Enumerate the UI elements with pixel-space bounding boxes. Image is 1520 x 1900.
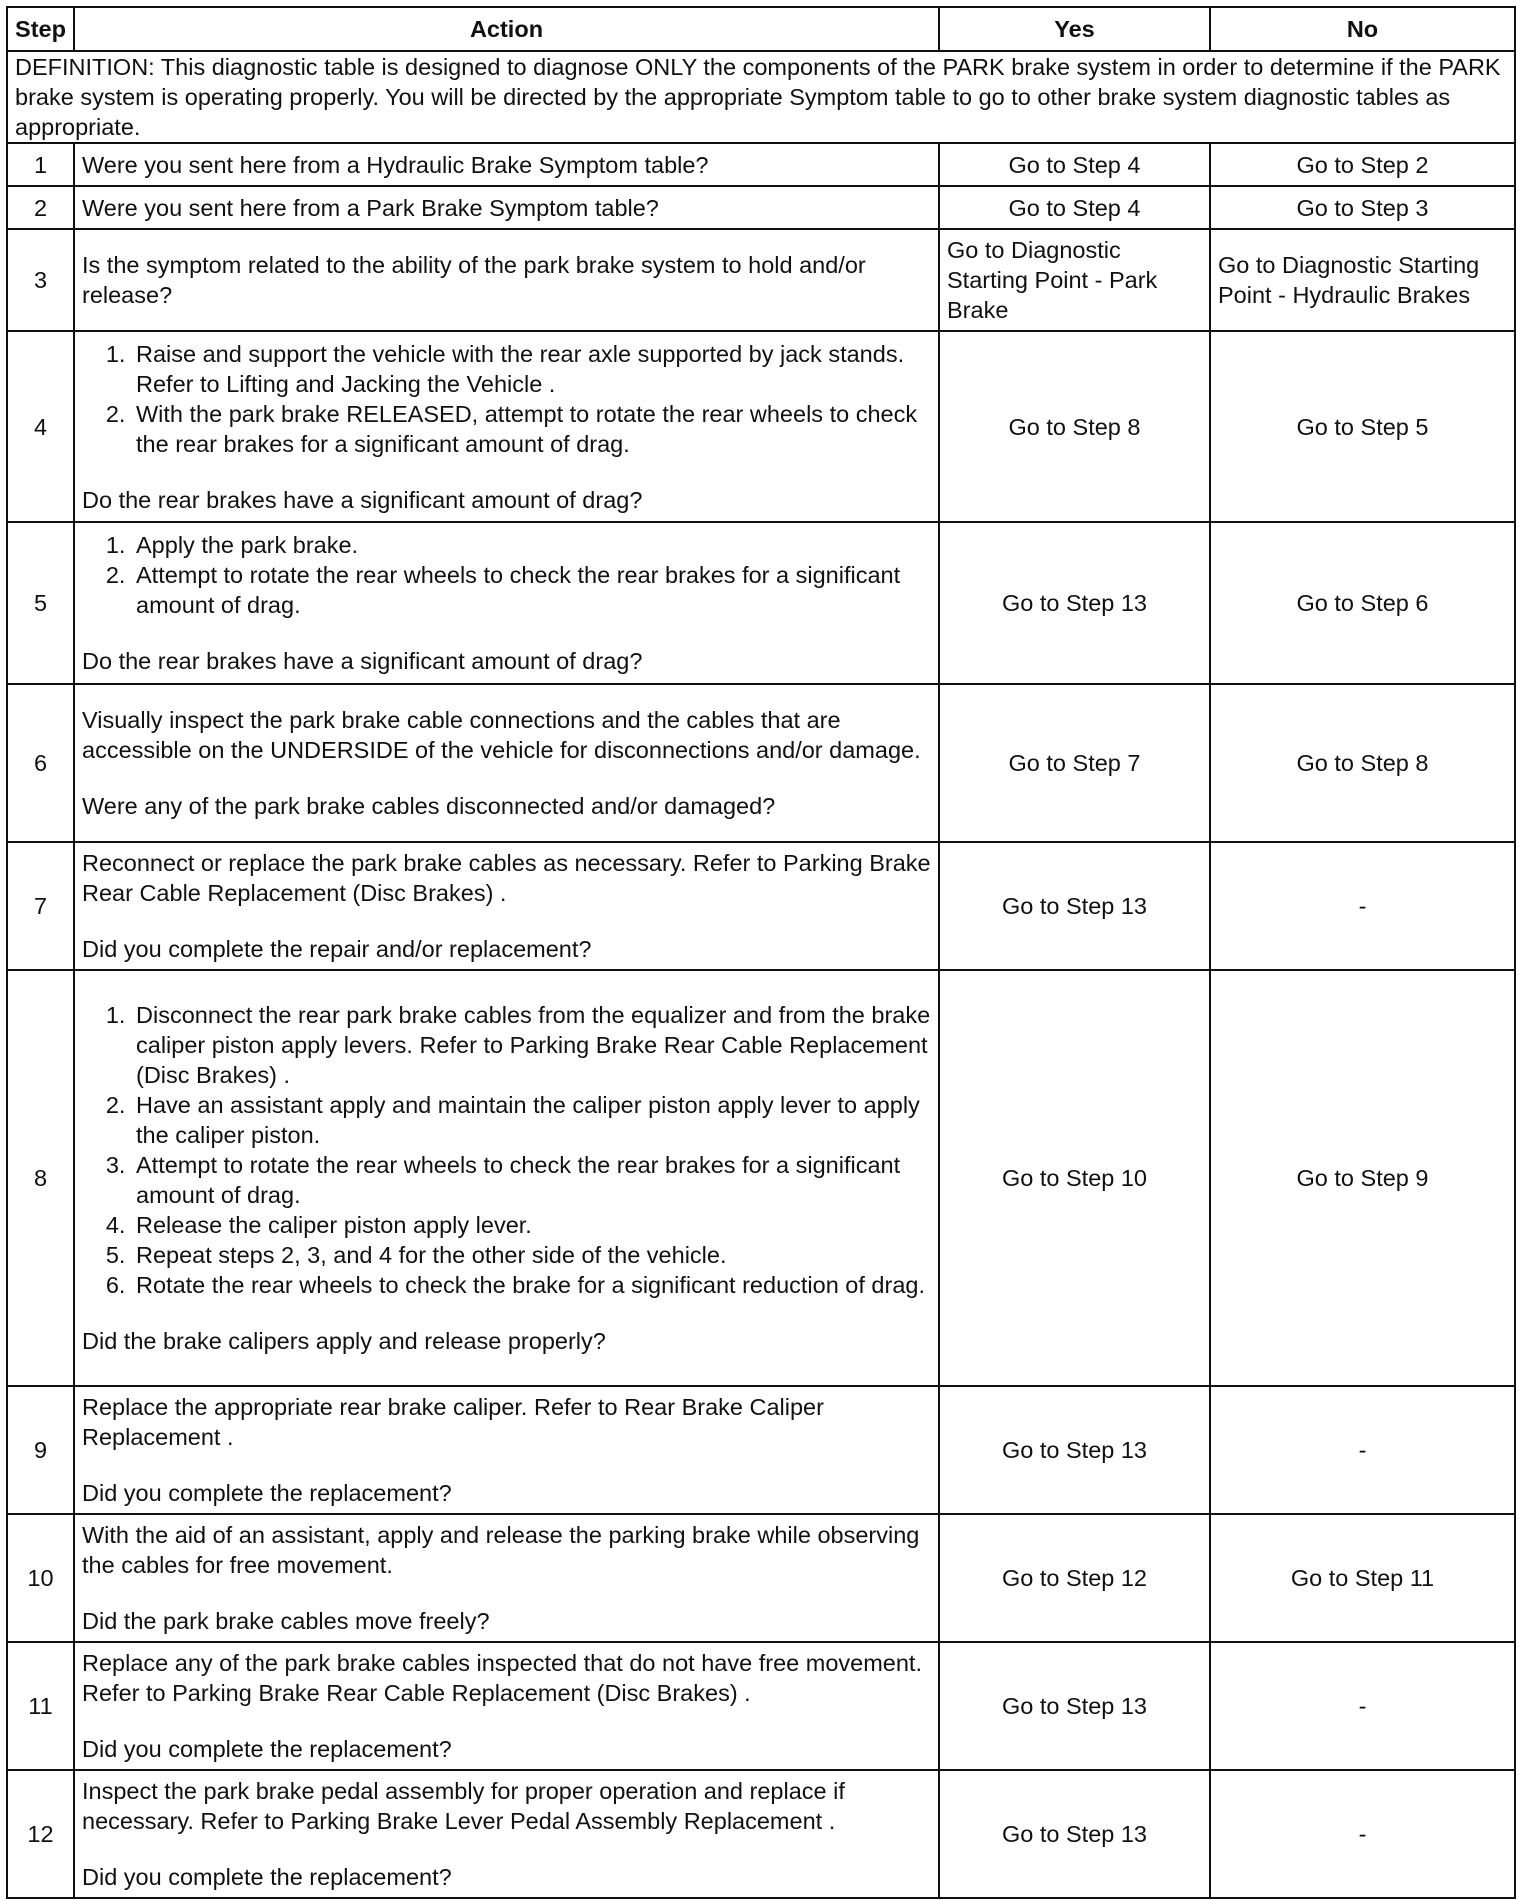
yes-link[interactable]: Go to Step 13 xyxy=(939,842,1210,970)
step-number: 8 xyxy=(7,970,74,1386)
table-row xyxy=(7,1770,1515,1898)
procedure-item: 1. Raise and support the vehicle with the rear axle supported by jack stands. Refer to Lifting and Jacking the Vehicle . xyxy=(132,339,931,399)
definition-row xyxy=(7,51,1515,143)
procedure-list xyxy=(82,339,931,459)
table-row xyxy=(7,1386,1515,1514)
step-number: 1 xyxy=(7,143,74,186)
table-row xyxy=(7,1514,1515,1642)
action-question: Did you complete the replacement? xyxy=(82,1736,452,1762)
step-number: 9 xyxy=(7,1386,74,1514)
no-link[interactable]: Go to Step 8 xyxy=(1210,684,1515,842)
action-text: Were you sent here from a Park Brake Symptom table? xyxy=(74,186,939,229)
step-number: 2 xyxy=(7,186,74,229)
action-question: Did you complete the replacement? xyxy=(82,1480,452,1506)
procedure-item: 2. Have an assistant apply and maintain the caliper piston apply lever to apply the caliper piston. xyxy=(132,1090,931,1150)
yes-link[interactable]: Go to Step 13 xyxy=(939,522,1210,684)
no-link[interactable]: Go to Step 6 xyxy=(1210,522,1515,684)
action-text: Replace the appropriate rear brake caliper. Refer to Rear Brake Caliper Replacement . xyxy=(82,1394,824,1450)
procedure-item: 4. Release the caliper piston apply lever. xyxy=(132,1210,931,1240)
procedure-list xyxy=(82,530,931,620)
action-text: Visually inspect the park brake cable connections and the cables that are accessible on the UNDERSIDE of the vehicle for disconnections and/or damage. xyxy=(82,707,921,763)
header-no: No xyxy=(1210,7,1515,51)
action-text: Were you sent here from a Hydraulic Brake Symptom table? xyxy=(74,143,939,186)
no-link[interactable]: Go to Step 9 xyxy=(1210,970,1515,1386)
procedure-item: 1. Apply the park brake. xyxy=(132,530,931,560)
header-row xyxy=(7,7,1515,51)
no-dash: - xyxy=(1210,1386,1515,1514)
table-row xyxy=(7,970,1515,1386)
action-cell xyxy=(74,1770,939,1898)
action-question: Did the park brake cables move freely? xyxy=(82,1608,490,1634)
action-text: With the aid of an assistant, apply and release the parking brake while observing the cables for free movement. xyxy=(82,1522,920,1578)
no-link[interactable]: Go to Step 11 xyxy=(1210,1514,1515,1642)
action-cell xyxy=(74,1642,939,1770)
action-text: Replace any of the park brake cables inspected that do not have free movement. Refer to Parking Brake Rear Cable Replacement (Disc Brakes) . xyxy=(82,1650,922,1706)
action-text: Is the symptom related to the ability of the park brake system to hold and/or release? xyxy=(74,229,939,331)
no-dash: - xyxy=(1210,1770,1515,1898)
action-cell xyxy=(74,522,939,684)
step-number: 11 xyxy=(7,1642,74,1770)
step-number: 6 xyxy=(7,684,74,842)
yes-link[interactable]: Go to Step 4 xyxy=(939,186,1210,229)
action-question: Do the rear brakes have a significant amount of drag? xyxy=(82,648,643,674)
action-cell xyxy=(74,331,939,522)
table-row xyxy=(7,1642,1515,1770)
procedure-item: 2. With the park brake RELEASED, attempt to rotate the rear wheels to check the rear brakes for a significant amount of drag. xyxy=(132,399,931,459)
procedure-item: 1. Disconnect the rear park brake cables from the equalizer and from the brake caliper piston apply levers. Refer to Parking Brake Rear Cable Replacement (Disc Brakes) . xyxy=(132,1000,931,1090)
header-step: Step xyxy=(7,7,74,51)
table-row xyxy=(7,186,1515,229)
action-question: Did you complete the replacement? xyxy=(82,1864,452,1890)
procedure-item: 2. Attempt to rotate the rear wheels to check the rear brakes for a significant amount of drag. xyxy=(132,560,931,620)
action-text: Reconnect or replace the park brake cables as necessary. Refer to Parking Brake Rear Cable Replacement (Disc Brakes) . xyxy=(82,850,931,906)
table-row xyxy=(7,143,1515,186)
yes-link[interactable]: Go to Step 13 xyxy=(939,1642,1210,1770)
yes-link[interactable]: Go to Diagnostic Starting Point - Park Brake xyxy=(939,229,1210,331)
action-cell xyxy=(74,684,939,842)
action-cell xyxy=(74,1514,939,1642)
step-number: 3 xyxy=(7,229,74,331)
step-number: 5 xyxy=(7,522,74,684)
action-question: Did the brake calipers apply and release properly? xyxy=(82,1328,606,1354)
procedure-item: 3. Attempt to rotate the rear wheels to check the rear brakes for a significant amount of drag. xyxy=(132,1150,931,1210)
step-number: 12 xyxy=(7,1770,74,1898)
diagnostic-table xyxy=(6,6,1516,1899)
table-row xyxy=(7,842,1515,970)
table-row xyxy=(7,229,1515,331)
action-cell xyxy=(74,842,939,970)
step-number: 7 xyxy=(7,842,74,970)
yes-link[interactable]: Go to Step 10 xyxy=(939,970,1210,1386)
yes-link[interactable]: Go to Step 7 xyxy=(939,684,1210,842)
no-link[interactable]: Go to Diagnostic Starting Point - Hydraulic Brakes xyxy=(1210,229,1515,331)
yes-link[interactable]: Go to Step 4 xyxy=(939,143,1210,186)
procedure-list xyxy=(82,1000,931,1300)
table-row xyxy=(7,684,1515,842)
action-text: Inspect the park brake pedal assembly for proper operation and replace if necessary. Refer to Parking Brake Lever Pedal Assembly Replacement . xyxy=(82,1778,845,1834)
no-dash: - xyxy=(1210,1642,1515,1770)
step-number: 4 xyxy=(7,331,74,522)
no-dash: - xyxy=(1210,842,1515,970)
yes-link[interactable]: Go to Step 12 xyxy=(939,1514,1210,1642)
procedure-item: 5. Repeat steps 2, 3, and 4 for the other side of the vehicle. xyxy=(132,1240,931,1270)
no-link[interactable]: Go to Step 2 xyxy=(1210,143,1515,186)
no-link[interactable]: Go to Step 3 xyxy=(1210,186,1515,229)
step-number: 10 xyxy=(7,1514,74,1642)
action-cell xyxy=(74,1386,939,1514)
action-question: Do the rear brakes have a significant amount of drag? xyxy=(82,486,643,513)
procedure-item: 6. Rotate the rear wheels to check the brake for a significant reduction of drag. xyxy=(132,1270,931,1300)
action-question: Did you complete the repair and/or replacement? xyxy=(82,936,592,962)
table-row xyxy=(7,331,1515,522)
yes-link[interactable]: Go to Step 8 xyxy=(939,331,1210,522)
diagnostic-table-container xyxy=(6,6,1516,1899)
action-question: Were any of the park brake cables disconnected and/or damaged? xyxy=(82,793,776,819)
table-row xyxy=(7,522,1515,684)
yes-link[interactable]: Go to Step 13 xyxy=(939,1386,1210,1514)
header-yes: Yes xyxy=(939,7,1210,51)
action-cell xyxy=(74,970,939,1386)
yes-link[interactable]: Go to Step 13 xyxy=(939,1770,1210,1898)
no-link[interactable]: Go to Step 5 xyxy=(1210,331,1515,522)
definition-text: DEFINITION: This diagnostic table is designed to diagnose ONLY the components of the PARK brake system in order to determine if the PARK brake system is operating properly. You will be directed by the appropriate Symptom table to go to other brake system diagnostic tables as appropriate. xyxy=(7,51,1515,143)
header-action: Action xyxy=(74,7,939,51)
